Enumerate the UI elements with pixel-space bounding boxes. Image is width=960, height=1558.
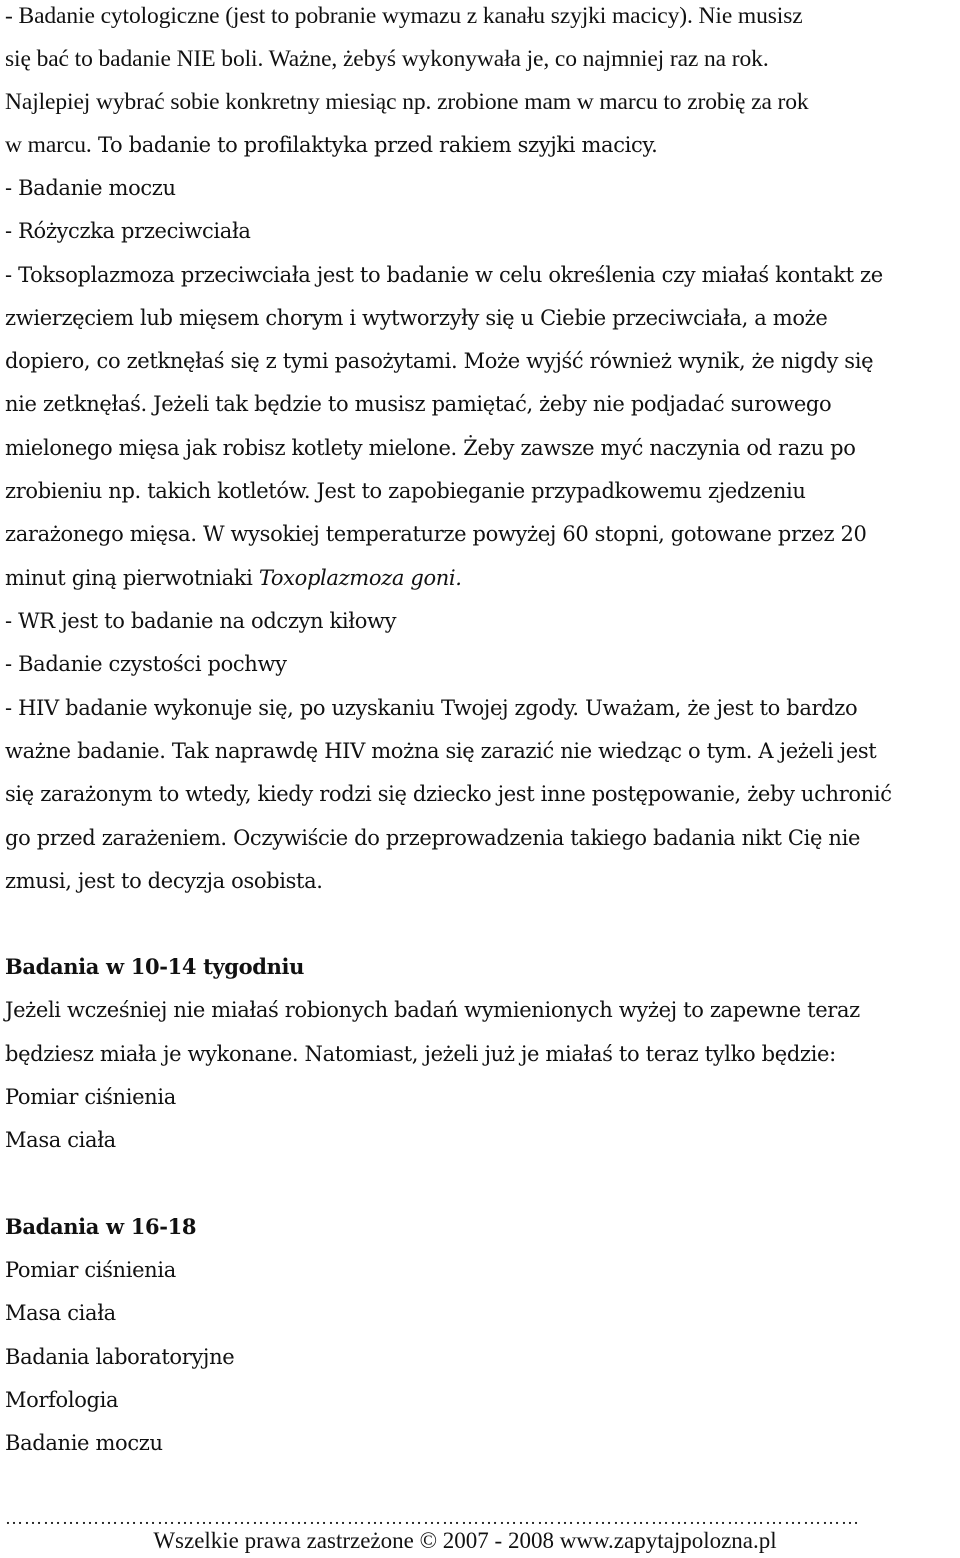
test-item-hiv: - HIV badanie wykonuje się, po uzyskaniu Twojej zgody. Uważam, że jest to bardzo	[5, 696, 858, 720]
test-item-rozyczka: - Różyczka przeciwciała	[5, 219, 251, 243]
species-name: Toxoplazmoza goni.	[258, 566, 462, 590]
text-line: Jeżeli wcześniej nie miałaś robionych badań wymienionych wyżej to zapewne teraz	[5, 998, 860, 1022]
text-line: będziesz miała je wykonane. Natomiast, jeżeli już je miałaś to teraz tylko będzie:	[5, 1042, 836, 1066]
text-line: zmusi, jest to decyzja osobista.	[5, 869, 323, 893]
text-line: się bać to badanie NIE boli. Ważne, żebyś wykonywała je, co najmniej raz na rok.	[5, 46, 769, 72]
footer-copyright: Wszelkie prawa zastrzeżone © 2007 - 2008 www.zapytajpolozna.pl	[153, 1528, 777, 1553]
text-line: ważne badanie. Tak naprawdę HIV można się zarazić nie wiedząc o tym. A jeżeli jest	[5, 739, 877, 763]
list-item: Badania laboratoryjne	[5, 1345, 235, 1369]
text-line: się zarażonym to wtedy, kiedy rodzi się dziecko jest inne postępowanie, żeby uchronić	[5, 782, 892, 806]
list-item: Badanie moczu	[5, 1431, 163, 1455]
test-item-moczu: - Badanie moczu	[5, 176, 176, 200]
text-fragment: To badanie to profilaktyka przed rakiem szyjki macicy.	[91, 133, 658, 157]
text-line: zrobieniu np. takich kotletów. Jest to zapobieganie przypadkowemu zjedzeniu	[5, 479, 806, 503]
list-item: Morfologia	[5, 1388, 119, 1412]
text-line	[5, 565, 462, 591]
text-line: zwierzęciem lub mięsem chorym i wytworzyły się u Ciebie przeciwciała, a może	[5, 306, 828, 330]
text-fragment: w marcu.	[5, 132, 92, 158]
list-item: Masa ciała	[5, 1301, 116, 1325]
test-item-wr: - WR jest to badanie na odczyn kiłowy	[5, 609, 397, 633]
footer-divider: ………………………………………………………………………………………………………………………	[5, 1508, 860, 1528]
test-item-pochwy: - Badanie czystości pochwy	[5, 652, 287, 676]
text-line: mielonego mięsa jak robisz kotlety mielone. Żeby zawsze myć naczynia od razu po	[5, 436, 856, 460]
text-line: - Badanie cytologiczne (jest to pobranie wymazu z kanału szyjki macicy). Nie musisz	[5, 3, 803, 29]
text-line: dopiero, co zetknęłaś się z tymi pasożytami. Może wyjść również wynik, że nigdy się	[5, 349, 874, 373]
text-line: go przed zarażeniem. Oczywiście do przeprowadzenia takiego badania nikt Cię nie	[5, 826, 861, 850]
text-line: zarażonego mięsa. W wysokiej temperaturze powyżej 60 stopni, gotowane przez 20	[5, 522, 867, 546]
list-item: Masa ciała	[5, 1128, 116, 1152]
text-line: nie zetknęłaś. Jeżeli tak będzie to musisz pamiętać, żeby nie podjadać surowego	[5, 392, 832, 416]
list-item: Pomiar ciśnienia	[5, 1258, 176, 1282]
text-fragment: minut giną pierwotniaki	[5, 566, 259, 590]
section-heading: Badania w 10-14 tygodniu	[5, 954, 305, 979]
test-item-toksoplazmoza: - Toksoplazmoza przeciwciała jest to badanie w celu określenia czy miałaś kontakt ze	[5, 263, 883, 287]
text-line	[5, 132, 657, 159]
text-line: Najlepiej wybrać sobie konkretny miesiąc np. zrobione mam w marcu to zrobię za rok	[5, 89, 809, 115]
list-item: Pomiar ciśnienia	[5, 1085, 176, 1109]
section-heading: Badania w 16-18	[5, 1214, 197, 1239]
